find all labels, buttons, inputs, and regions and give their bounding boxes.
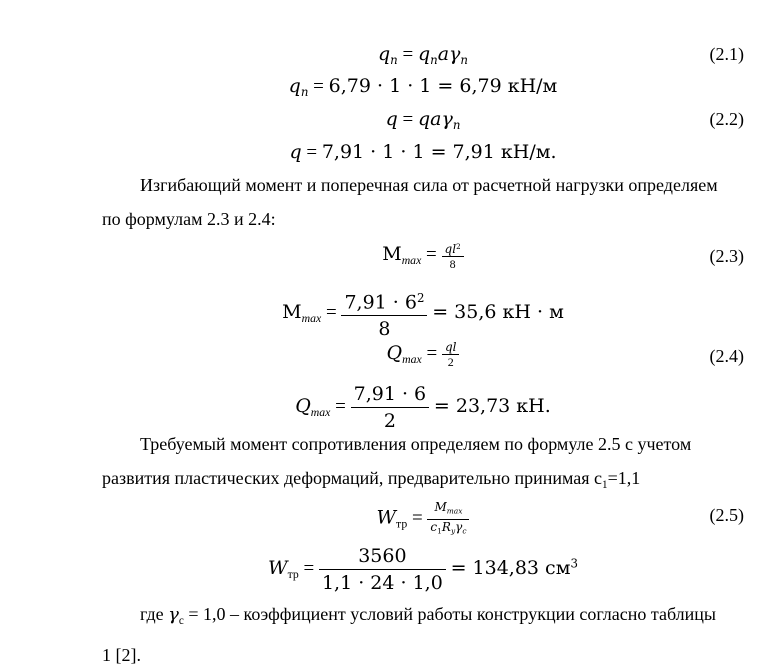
equation-number-2-2: (2.2) — [709, 109, 744, 129]
fraction-2-4: $\frac{ql}{2}$ — [442, 340, 460, 369]
equation-2-5: $W_{тр}$ = $\frac{M_{max}}{c_1R_y\gamma_c}$ — [102, 500, 744, 538]
equation-number-2-4: (2.4) — [709, 346, 744, 366]
paragraph-coefficient: где $\gamma_c = 1,0$ – коэффициент условий работы конструкции согласно таблицы 1 [2]. — [102, 604, 717, 665]
equation-number-2-1: (2.1) — [709, 44, 744, 64]
equation-number-2-5: (2.5) — [709, 505, 744, 525]
equation-2-4: $Q_{max}$ = $\frac{ql}{2}$ — [102, 340, 744, 372]
equation-2-2-calc: q = 7,91 · 1 · 1 = 7,91 кН/м. — [289, 141, 557, 163]
paragraph-section-modulus: Требуемый момент сопротивления определяем по формуле 2.5 с учетом развития пластических деформаций, предварительно принимая $c_1=1,1$ — [102, 434, 692, 491]
fraction-2-4-calc: $\frac{7,91 \cdot 6}{2}$ — [351, 381, 430, 434]
equation-2-5-calc: $W_{тр}$ = $\frac{3560}{1,1 \cdot 24 \cdot 1,0}$ = 134,83 $см^3$ — [268, 545, 578, 594]
equation-2-2: q = qaγ$_n$ — [385, 108, 461, 133]
paragraph-loads: Изгибающий момент и поперечная сила от расчетной нагрузки определяем по формулам 2.3 и 2.4: — [102, 175, 718, 229]
fraction-2-5: $\frac{M_{max}}{c_1R_y\gamma_c}$ — [427, 500, 469, 538]
equation-number-2-3: (2.3) — [709, 246, 744, 266]
equation-2-1: $q_n = q_na\gamma_n$ — [378, 43, 468, 68]
equation-2-1-calc: $q_n = 6,79 \cdot 1 \cdot 1 = 6,79$ кН/м — [288, 75, 558, 100]
fraction-2-5-calc: $\frac{3560}{1,1 \cdot 24 \cdot 1,0}$ — [319, 543, 446, 596]
fraction-2-3: $\frac{ql^2}{8}$ — [442, 240, 464, 271]
equation-2-4-calc: $Q_{max}$ = $\frac{7,91 \cdot 6}{2}$ = 23,73 кН. — [295, 383, 551, 432]
fraction-2-3-calc: $\frac{7,91 \cdot 6^2}{8}$ — [341, 285, 427, 342]
equation-2-3-calc: $M_{max}$ = $\frac{7,91 \cdot 6^2}{8}$ = 35,6 кН · м — [102, 285, 744, 342]
equation-2-3: $M_{max}$ = $\frac{ql^2}{8}$ — [102, 240, 744, 273]
